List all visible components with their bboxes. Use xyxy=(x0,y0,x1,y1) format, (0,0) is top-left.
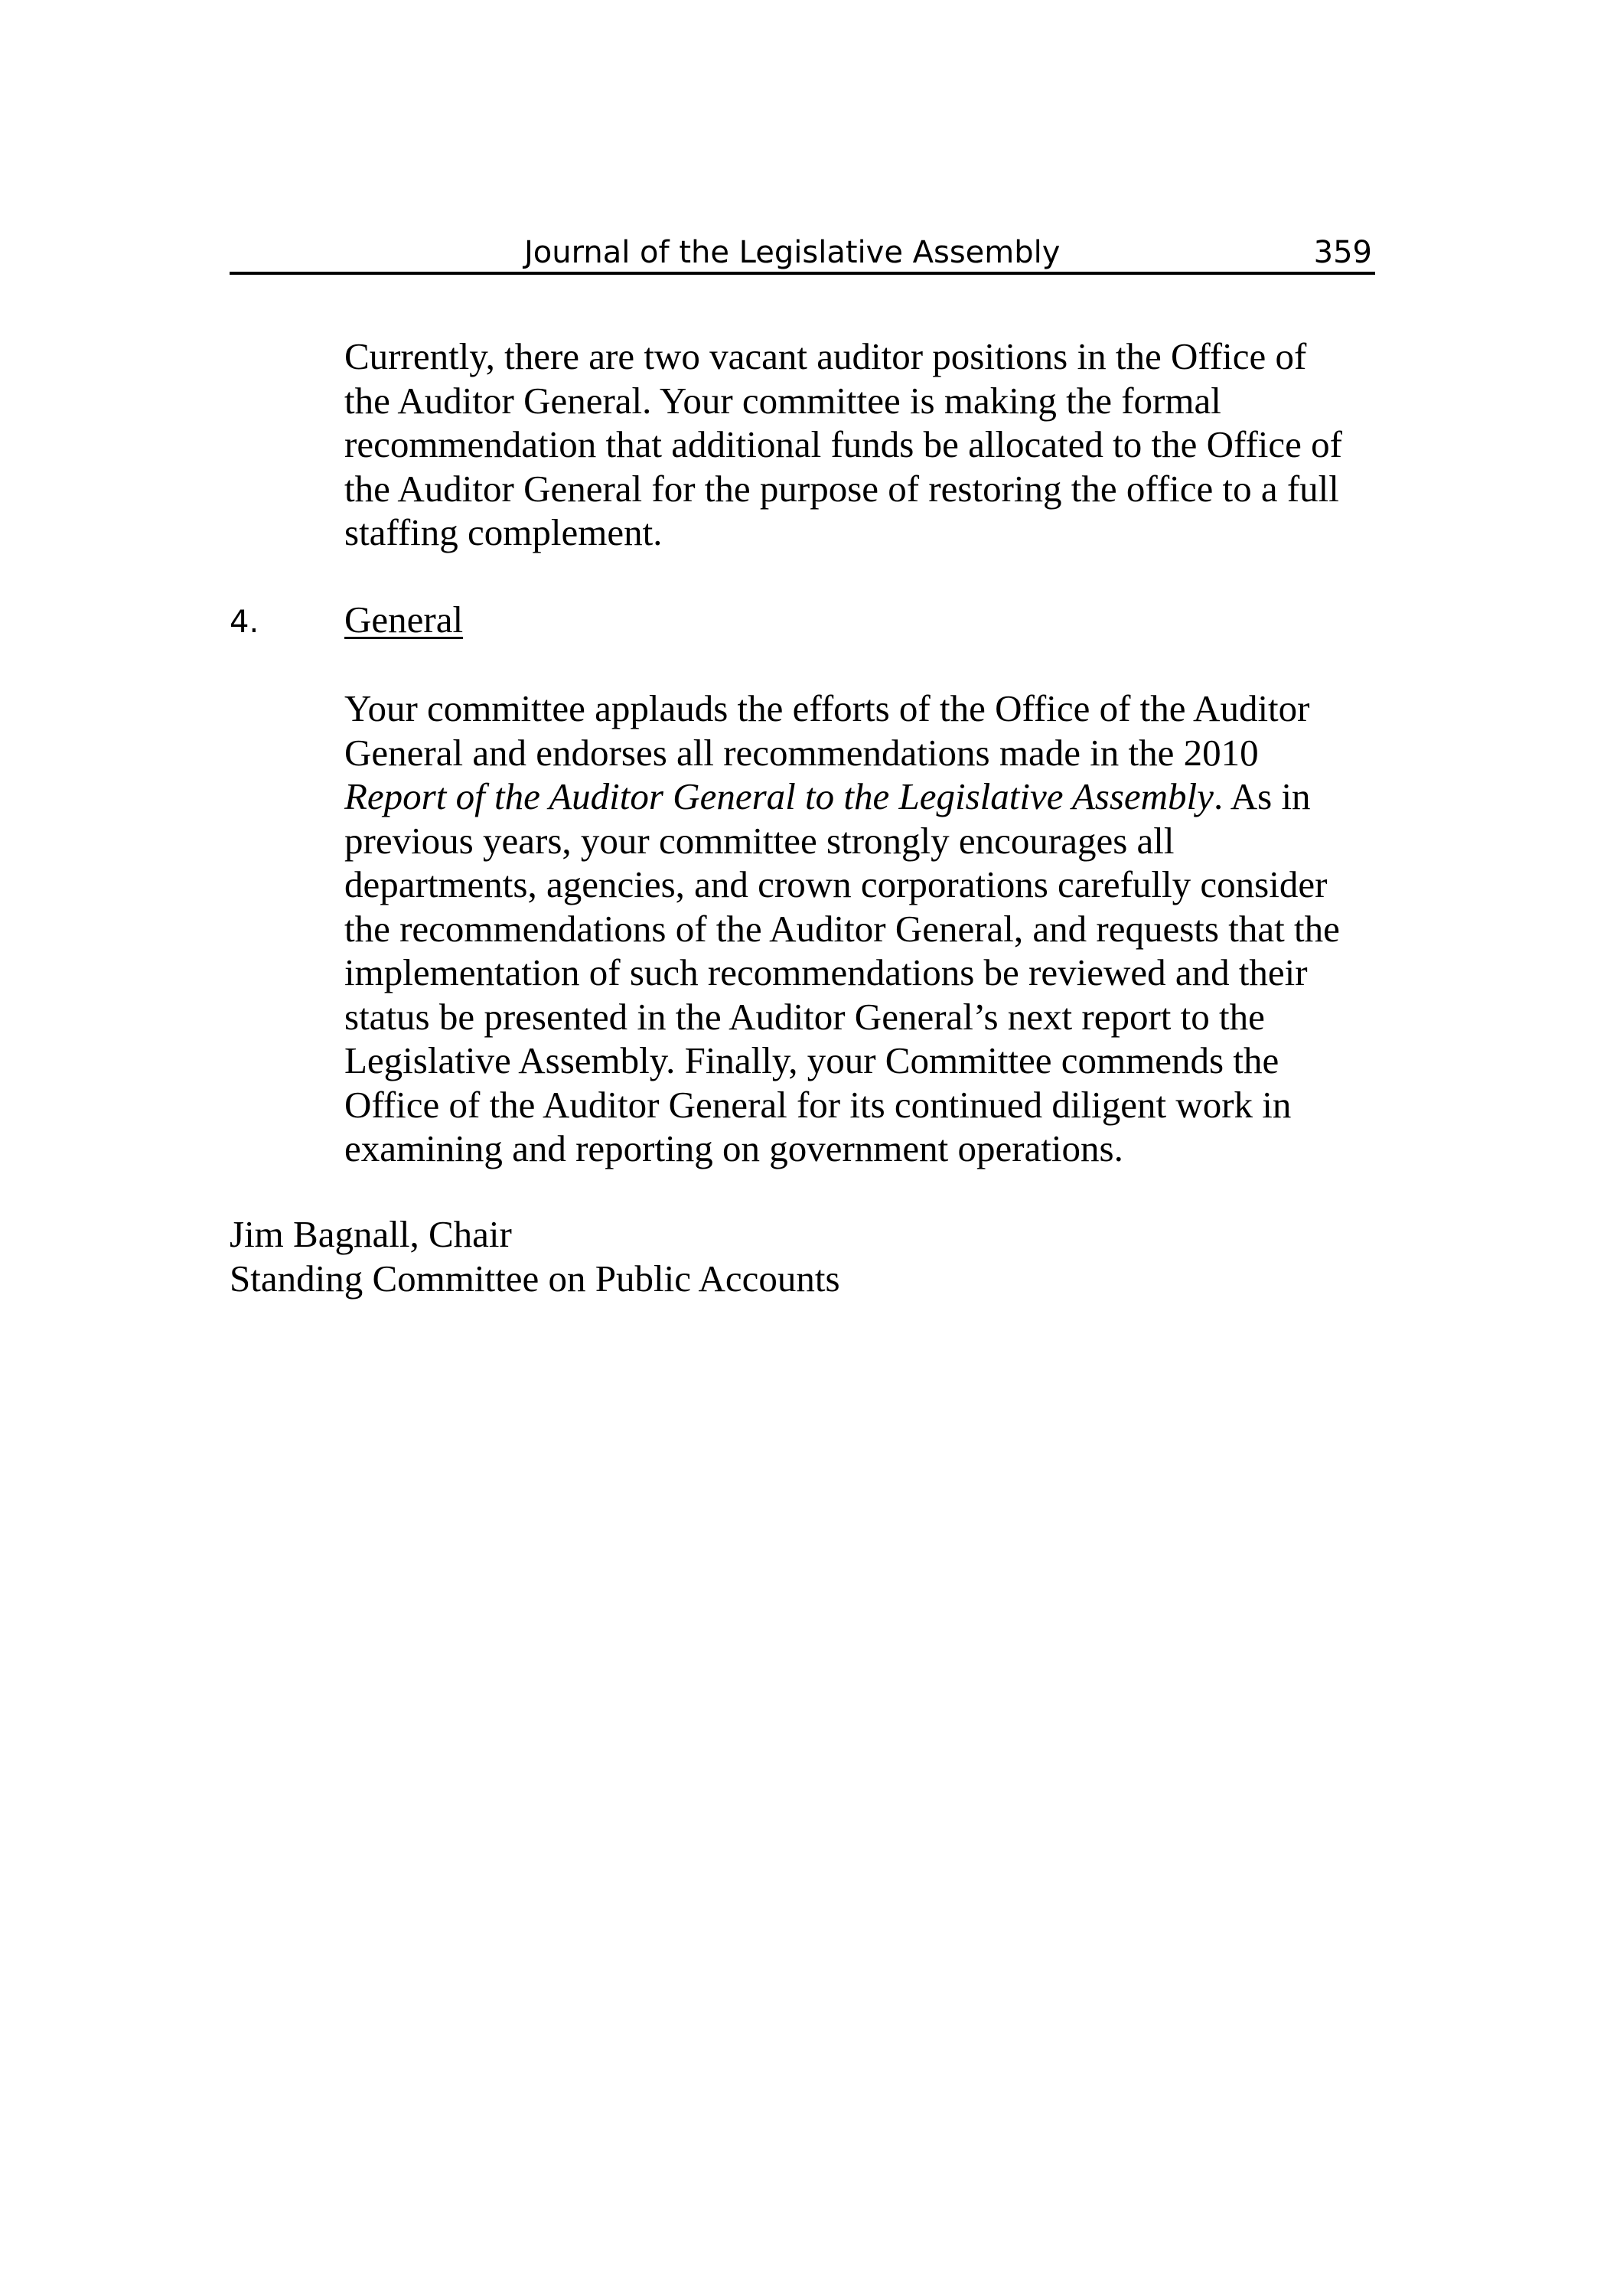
paragraph-line: General and endorses all recommendations made in the 2010 xyxy=(344,731,1259,774)
page-number: 359 xyxy=(1313,235,1372,270)
paragraph-line: examining and reporting on government operations. xyxy=(344,1127,1123,1169)
paragraph-line: Office of the Auditor General for its continued diligent work in xyxy=(344,1083,1292,1126)
journal-title: Journal of the Legislative Assembly xyxy=(524,235,1061,270)
paragraph-line: status be presented in the Auditor General’s next report to the xyxy=(344,995,1265,1038)
committee-name: Standing Committee on Public Accounts xyxy=(230,1257,840,1300)
paragraph-line: recommendation that additional funds be allocated to the Office of xyxy=(344,423,1342,465)
paragraph-line: staffing complement. xyxy=(344,511,663,553)
paragraph-line: previous years, your committee strongly encourages all xyxy=(344,819,1175,862)
paragraph-line: Legislative Assembly. Finally, your Committee commends the xyxy=(344,1039,1279,1081)
section-number: 4. xyxy=(230,605,259,640)
paragraph-line: the Auditor General for the purpose of restoring the office to a full xyxy=(344,467,1339,510)
report-title-italic: Report of the Auditor General to the Legislative Assembly xyxy=(344,775,1214,817)
paragraph-general xyxy=(344,687,1385,1171)
header-divider xyxy=(230,272,1375,275)
paragraph-line: the Auditor General. Your committee is making the formal xyxy=(344,379,1221,422)
paragraph-vacant-positions xyxy=(344,334,1385,555)
paragraph-line: Currently, there are two vacant auditor positions in the Office of xyxy=(344,335,1307,377)
paragraph-line-rest: . As in xyxy=(1213,775,1311,817)
paragraph-line: departments, agencies, and crown corporations carefully consider xyxy=(344,863,1328,905)
paragraph-line: the recommendations of the Auditor General, and requests that the xyxy=(344,907,1340,950)
paragraph-line: Your committee applauds the efforts of the Office of the Auditor xyxy=(344,687,1310,729)
paragraph-line xyxy=(344,775,1385,819)
paragraph-line: implementation of such recommendations be reviewed and their xyxy=(344,951,1308,993)
running-header xyxy=(230,230,1374,276)
signature-block xyxy=(230,1212,840,1300)
signatory-name: Jim Bagnall, Chair xyxy=(230,1213,512,1255)
section-heading: General xyxy=(344,598,464,641)
